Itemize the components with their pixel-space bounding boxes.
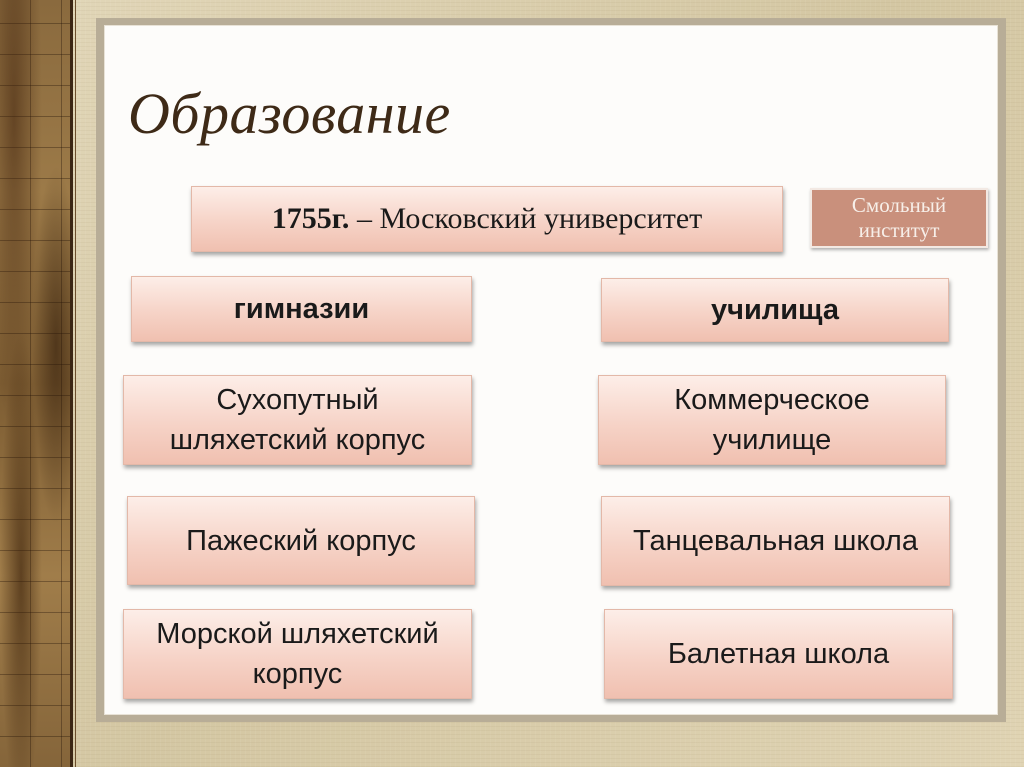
dance-school-label: Танцевальная школа [633,525,918,557]
schools-header-label: училища [711,294,839,326]
smolny-label-line1: Смольный [851,193,947,217]
naval-cadet-corps-line1: Морской шляхетский [156,618,439,650]
naval-cadet-corps-box [123,609,472,699]
side-divider-line-thin [75,0,76,767]
decorative-side-strip [0,0,70,767]
commercial-school-line1: Коммерческое [674,384,870,416]
dance-school-box [601,496,950,586]
land-cadet-corps-box [123,375,472,465]
side-divider-line [70,0,73,767]
schools-header-box [601,278,949,342]
smolny-institute-box [810,188,988,248]
land-cadet-corps-line1: Сухопутный [216,384,379,416]
page-corps-label: Пажеский корпус [186,524,416,557]
smolny-label-line2: институт [858,218,940,242]
land-cadet-corps-line2: шляхетский корпус [169,424,426,456]
ballet-school-label: Балетная школа [667,638,890,670]
slide-title: Образование [128,81,451,146]
commercial-school-line2: училище [712,424,832,456]
university-label: – Московский университет [349,202,703,235]
gymnasiums-header-box [131,276,472,342]
university-box [191,186,783,252]
gymnasiums-header-label: гимназии [233,293,370,325]
naval-cadet-corps-line2: корпус [252,658,343,690]
commercial-school-box [598,375,946,465]
ballet-school-box [604,609,953,699]
university-year: 1755г. [271,202,350,235]
page-corps-box [127,496,475,585]
